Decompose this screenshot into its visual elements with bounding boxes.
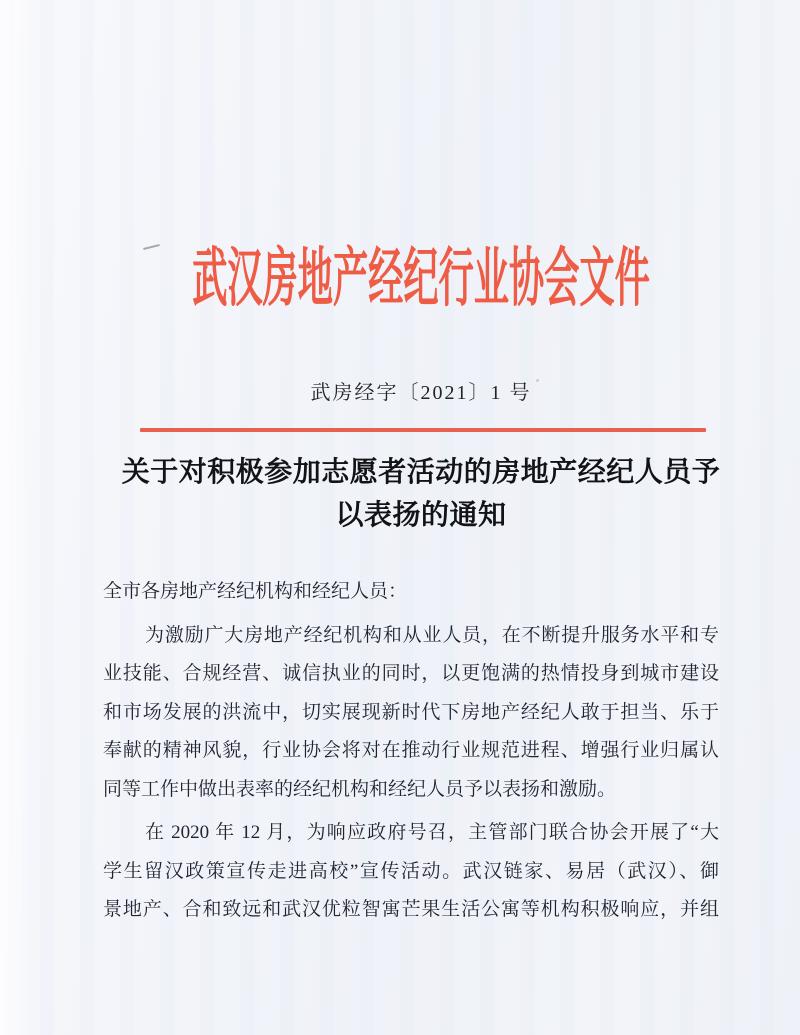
notice-title bbox=[122, 450, 721, 536]
body-line: 景地产、合和致远和武汉优粒智寓芒果生活公寓等机构积极响应，并组 bbox=[103, 899, 719, 920]
body-line: 学生留汉政策宣传走进高校”宣传活动。武汉链家、易居（武汉）、御 bbox=[103, 860, 719, 882]
body-line: 全市各房地产经纪机构和经纪人员： bbox=[103, 581, 408, 602]
body-paragraph bbox=[103, 814, 719, 930]
doc-number: 武房经字〔2021〕1 号 bbox=[310, 382, 532, 404]
notice-title-line-1: 关于对积极参加志愿者活动的房地产经纪人员予 bbox=[121, 456, 721, 487]
org-header-title bbox=[5, 243, 800, 315]
notice-title-line-2: 以表扬的通知 bbox=[335, 499, 507, 530]
body-line: 在 2020 年 12 月，为响应政府号召，主管部门联合协会开展了“大 bbox=[145, 822, 719, 843]
body-line: 为激励广大房地产经纪机构和从业人员，在不断提升服务水平和专 bbox=[145, 624, 719, 646]
body-paragraph bbox=[103, 617, 719, 810]
body-line: 同等工作中做出表率的经纪机构和经纪人员予以表扬和激励。 bbox=[103, 778, 617, 800]
org-header-text: 武汉房地产经纪行业协会文件 bbox=[192, 243, 650, 314]
red-separator-line bbox=[140, 428, 706, 432]
scan-speck bbox=[536, 379, 539, 382]
body-line: 奉献的精神风貌，行业协会将对在推动行业规范进程、增强行业归属认 bbox=[103, 740, 719, 761]
body-line: 业技能、合规经营、诚信执业的同时，以更饱满的热情投身到城市建设 bbox=[103, 663, 719, 684]
body-line: 和市场发展的洪流中，切实展现新时代下房地产经纪人敢于担当、乐于 bbox=[103, 701, 719, 723]
body-text bbox=[103, 573, 719, 930]
body-paragraph bbox=[103, 573, 719, 612]
